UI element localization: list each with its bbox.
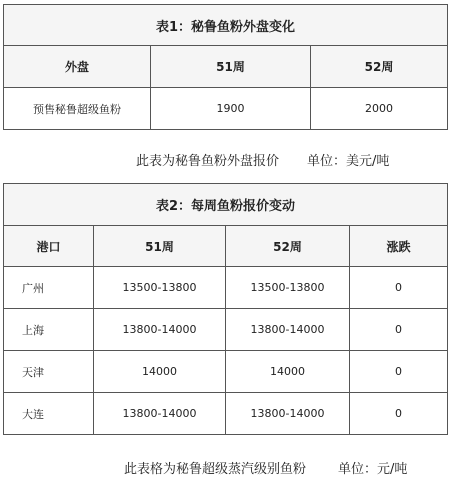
port-name: 天津 — [4, 351, 94, 393]
table2-header-week52: 52周 — [226, 226, 350, 267]
weekly-port-price-table — [3, 183, 448, 435]
table2-unit: 单位：元/吨 — [338, 462, 408, 477]
table-row — [4, 309, 448, 351]
table2-note: 此表格为秘鲁超级蒸汽级别鱼粉 — [124, 462, 307, 477]
table-row — [4, 393, 448, 435]
table2-footnote — [124, 458, 407, 477]
product-label: 预售秘鲁超级鱼粉 — [4, 88, 151, 130]
table1-footnote — [136, 150, 389, 169]
week51-price: 13800-14000 — [94, 309, 226, 351]
table1-header-market: 外盘 — [4, 46, 151, 88]
table-row — [4, 88, 448, 130]
table2-header-port: 港口 — [4, 226, 94, 267]
table1-note: 此表为秘鲁鱼粉外盘报价 — [136, 154, 280, 169]
price-change: 0 — [350, 267, 448, 309]
table2-header-week51: 51周 — [94, 226, 226, 267]
port-name: 广州 — [4, 267, 94, 309]
table1-unit: 单位：美元/吨 — [307, 154, 390, 169]
price-change: 0 — [350, 309, 448, 351]
table1-header-week52: 52周 — [311, 46, 448, 88]
table-row — [4, 267, 448, 309]
week51-price: 13800-14000 — [94, 393, 226, 435]
fishmeal-overseas-price-table — [3, 4, 448, 130]
week52-price: 13500-13800 — [226, 267, 350, 309]
week52-price: 14000 — [226, 351, 350, 393]
week51-price: 14000 — [94, 351, 226, 393]
week52-price: 13800-14000 — [226, 309, 350, 351]
port-name: 大连 — [4, 393, 94, 435]
table2-title: 表2：每周鱼粉报价变动 — [4, 184, 448, 226]
week51-price: 13500-13800 — [94, 267, 226, 309]
price-change: 0 — [350, 351, 448, 393]
table1-header-week51: 51周 — [151, 46, 311, 88]
table-row — [4, 351, 448, 393]
week51-price: 1900 — [151, 88, 311, 130]
table2-header-change: 涨跌 — [350, 226, 448, 267]
week52-price: 13800-14000 — [226, 393, 350, 435]
week52-price: 2000 — [311, 88, 448, 130]
port-name: 上海 — [4, 309, 94, 351]
price-change: 0 — [350, 393, 448, 435]
table1-title: 表1：秘鲁鱼粉外盘变化 — [4, 5, 448, 46]
